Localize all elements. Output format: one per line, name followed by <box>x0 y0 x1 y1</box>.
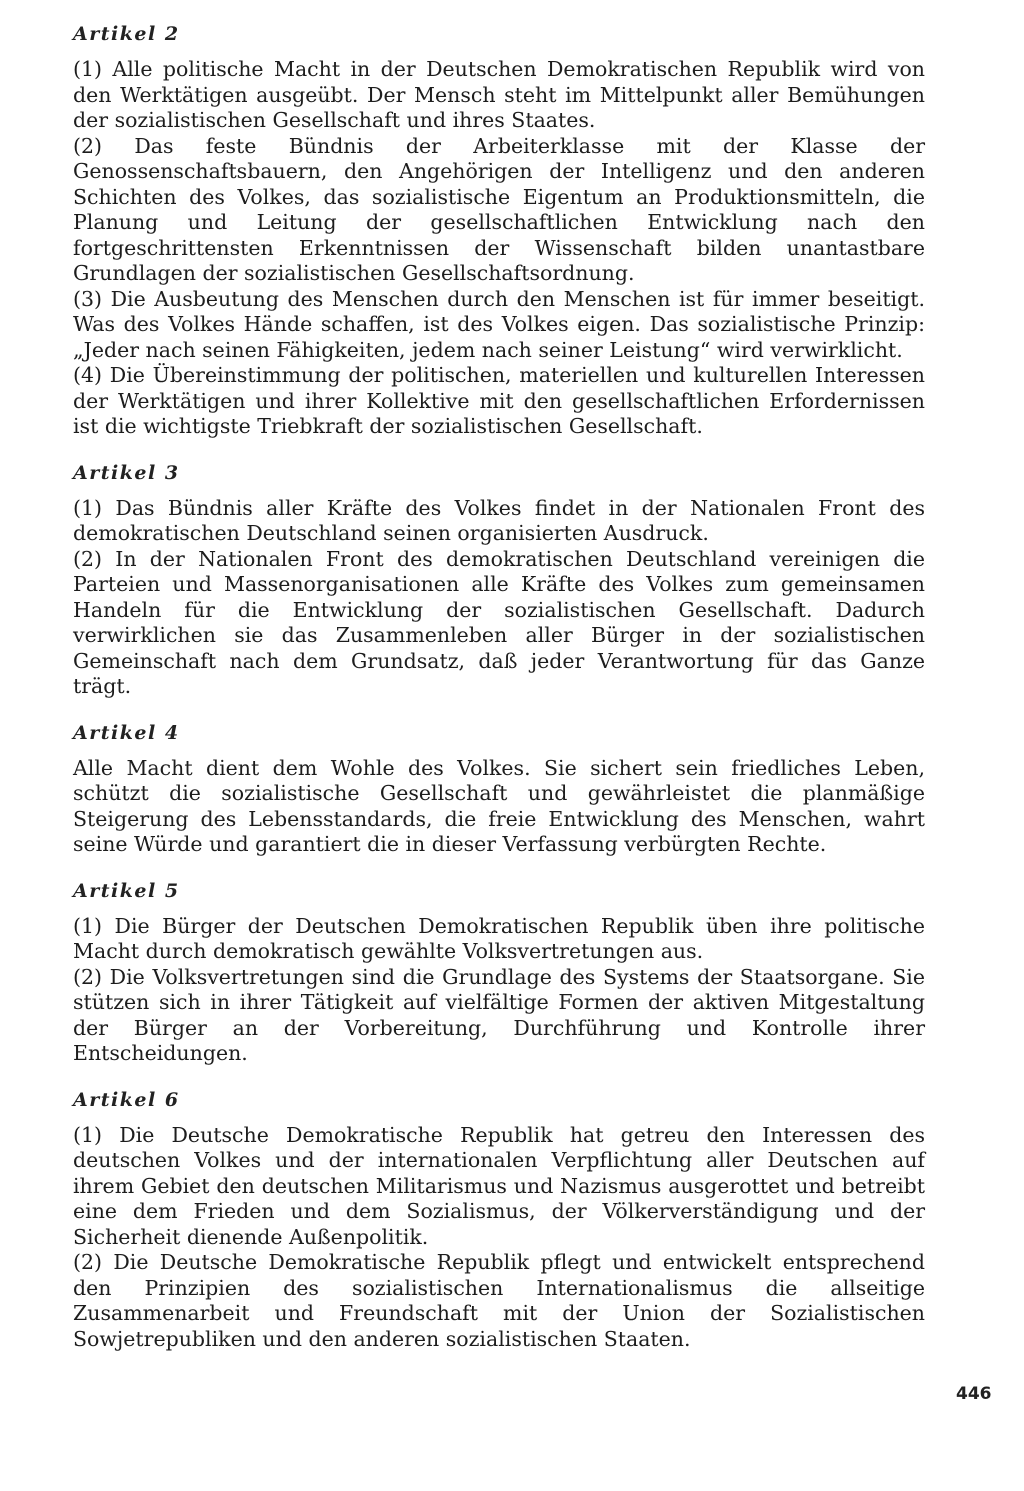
article-heading: Artikel 4 <box>73 721 180 744</box>
article-2 <box>73 22 925 440</box>
section-gap <box>73 1067 925 1088</box>
article-3 <box>73 461 925 700</box>
paragraph: (1) Das Bündnis aller Kräfte des Volkes findet in der Nationalen Front des demokratischen Deutschland seinen organisierten Ausdruck. <box>73 495 925 545</box>
paragraph: (1) Die Deutsche Demokratische Republik hat getreu den Interessen des deutschen Volkes und der internationalen Verpflichtung aller Deutschen auf ihrem Gebiet den deutschen Militarismus und Nazismus ausgerottet und betreibt eine dem Frieden und dem Sozialismus, der Völkerverständigung und der Sicherheit dienende Außenpolitik. <box>73 1122 925 1249</box>
paragraph: (2) Die Deutsche Demokratische Republik pflegt und entwickelt entsprechend den Prinzipien des sozialistischen Internationalismus die allseitige Zusammenarbeit und Freundschaft mit der Union der Sozialistischen Sowjetrepubliken und den anderen sozialistischen Staaten. <box>73 1250 925 1351</box>
article-heading: Artikel 3 <box>73 461 180 484</box>
page-number: 446 <box>956 1384 992 1404</box>
paragraph: Alle Macht dient dem Wohle des Volkes. Sie sichert sein friedliches Leben, schützt die sozialistische Gesellschaft und gewährleistet die planmäßige Steigerung des Lebensstandards, die freie Entwicklung des Menschen, wahrt seine Würde und garantiert die in dieser Verfassung verbürgten Rechte. <box>73 755 925 856</box>
paragraph: (2) Die Volksvertretungen sind die Grundlage des Systems der Staatsorgane. Sie stützen sich in ihrer Tätigkeit auf vielfältige Formen der aktiven Mitgestaltung der Bürger an der Vorbereitung, Durchführung und Kontrolle ihrer Entscheidungen. <box>73 964 925 1065</box>
article-heading: Artikel 2 <box>73 23 180 45</box>
paragraph: (4) Die Übereinstimmung der politischen, materiellen und kulturellen Interessen der Werktätigen und ihrer Kollektive mit den gesellschaftlichen Erfordernissen ist die wichtigste Triebkraft der sozialistischen Gesellschaft. <box>73 363 925 438</box>
paragraph: (2) In der Nationalen Front des demokratischen Deutschland vereinigen die Parteien und Massenorganisationen alle Kräfte des Volkes zum gemeinsamen Handeln für die Entwicklung der sozialistischen Gesellschaft. Dadurch verwirklichen sie das Zusammenleben aller Bürger in der sozialistischen Gemeinschaft nach dem Grundsatz, daß jeder Verantwortung für das Ganze trägt. <box>73 546 925 698</box>
article-heading: Artikel 5 <box>73 879 180 902</box>
article-5 <box>73 879 925 1067</box>
article-4 <box>73 721 925 858</box>
article-heading: Artikel 6 <box>73 1088 180 1111</box>
section-gap <box>73 440 925 461</box>
document-page <box>73 22 925 1352</box>
paragraph: (1) Die Bürger der Deutschen Demokratischen Republik üben ihre politische Macht durch demokratisch gewählte Volksvertretungen aus. <box>73 913 925 963</box>
paragraph: (2) Das feste Bündnis der Arbeiterklasse mit der Klasse der Genossenschaftsbauern, den Angehörigen der Intelligenz und den anderen Schichten des Volkes, das sozialistische Eigentum an Produktionsmitteln, die Planung und Leitung der gesellschaftlichen Entwicklung nach den fortgeschrittensten Erkenntnissen der Wissenschaft bilden unantastbare Grundlagen der sozialistischen Gesellschaftsordnung. <box>73 133 925 285</box>
paragraph: (1) Alle politische Macht in der Deutschen Demokratischen Republik wird von den Werktätigen ausgeübt. Der Mensch steht im Mittelpunkt aller Bemühungen der sozialistischen Gesellschaft und ihres Staates. <box>73 57 925 132</box>
section-gap <box>73 858 925 879</box>
section-gap <box>73 700 925 721</box>
paragraph: (3) Die Ausbeutung des Menschen durch den Menschen ist für immer beseitigt. Was des Volkes Hände schaffen, ist des Volkes eigen. Das sozialistische Prinzip: „Jeder nach seinen Fähigkeiten, jedem nach seiner Leistung“ wird verwirklicht. <box>73 286 925 362</box>
article-6 <box>73 1088 925 1353</box>
